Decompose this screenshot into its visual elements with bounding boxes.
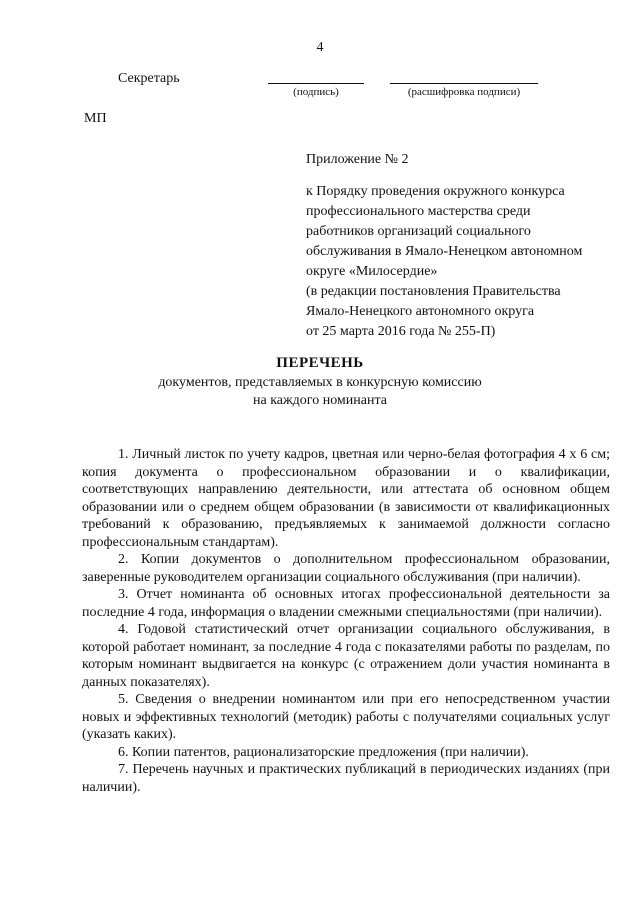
list-subheading: [0, 374, 640, 410]
appendix-line: работников организаций социального: [306, 224, 531, 239]
appendix-line: от 25 марта 2016 года № 255-П): [306, 324, 496, 339]
list-item: 7. Перечень научных и практических публикаций в периодических изданиях (при наличии).: [82, 762, 610, 795]
list-item: 4. Годовой статистический отчет организации социального обслуживания, в которой работает номинант, за последние 4 года с показателями работы по разделам, по которым номинант выдвигается на конкурс (с отражением доли участия номинанта в данных показателях).: [82, 622, 610, 690]
list-item: 3. Отчет номинанта об основных итогах профессиональной деятельности за последние 4 года, информация о владении смежными специальностями (при наличии).: [82, 587, 610, 620]
stamp-place-label: МП: [84, 111, 107, 126]
decode-caption: (расшифровка подписи): [407, 86, 521, 98]
appendix-line: (в редакции постановления Правительства: [306, 284, 561, 299]
decode-line: [390, 83, 538, 84]
subheading-line: на каждого номинанта: [253, 393, 387, 408]
list-item: 2. Копии документов о дополнительном профессиональном образовании, заверенные руководителем организации социального обслуживания (при наличии).: [82, 552, 610, 585]
appendix-line: обслуживания в Ямало-Ненецком автономном: [306, 244, 583, 259]
appendix-line: Ямало-Ненецкого автономного округа: [306, 304, 535, 319]
signature-caption: (подпись): [293, 86, 339, 98]
list-item: 5. Сведения о внедрении номинантом или при его непосредственном участии новых и эффективных технологий (методик) работы с получателями социальных услуг (указать каких).: [82, 692, 610, 742]
secretary-label: Секретарь: [118, 71, 180, 86]
subheading-line: документов, представляемых в конкурсную комиссию: [158, 375, 482, 390]
list-item: 6. Копии патентов, рационализаторские предложения (при наличии).: [118, 744, 529, 760]
signature-line: [268, 83, 364, 84]
appendix-title: Приложение № 2: [306, 152, 409, 167]
appendix-line: к Порядку проведения окружного конкурса: [306, 184, 565, 199]
list-item: 1. Личный листок по учету кадров, цветная или черно-белая фотография 4 х 6 см; копия документа о профессиональном образовании и о квалификации, соответствующих направлению деятельности, или аттестата об основном общем образовании или о среднем общем образовании (в зависимости от квалификационных требований к образованию, предъявляемых к занимаемой должности согласно профессиональным стандартам).: [82, 447, 610, 550]
appendix-line: округе «Милосердие»: [306, 264, 438, 279]
document-list: [82, 446, 610, 796]
appendix-line: профессионального мастерства среди: [306, 204, 531, 219]
page-number: 4: [316, 40, 324, 55]
appendix-description: [306, 182, 582, 342]
list-heading: ПЕРЕЧЕНЬ: [276, 355, 364, 371]
